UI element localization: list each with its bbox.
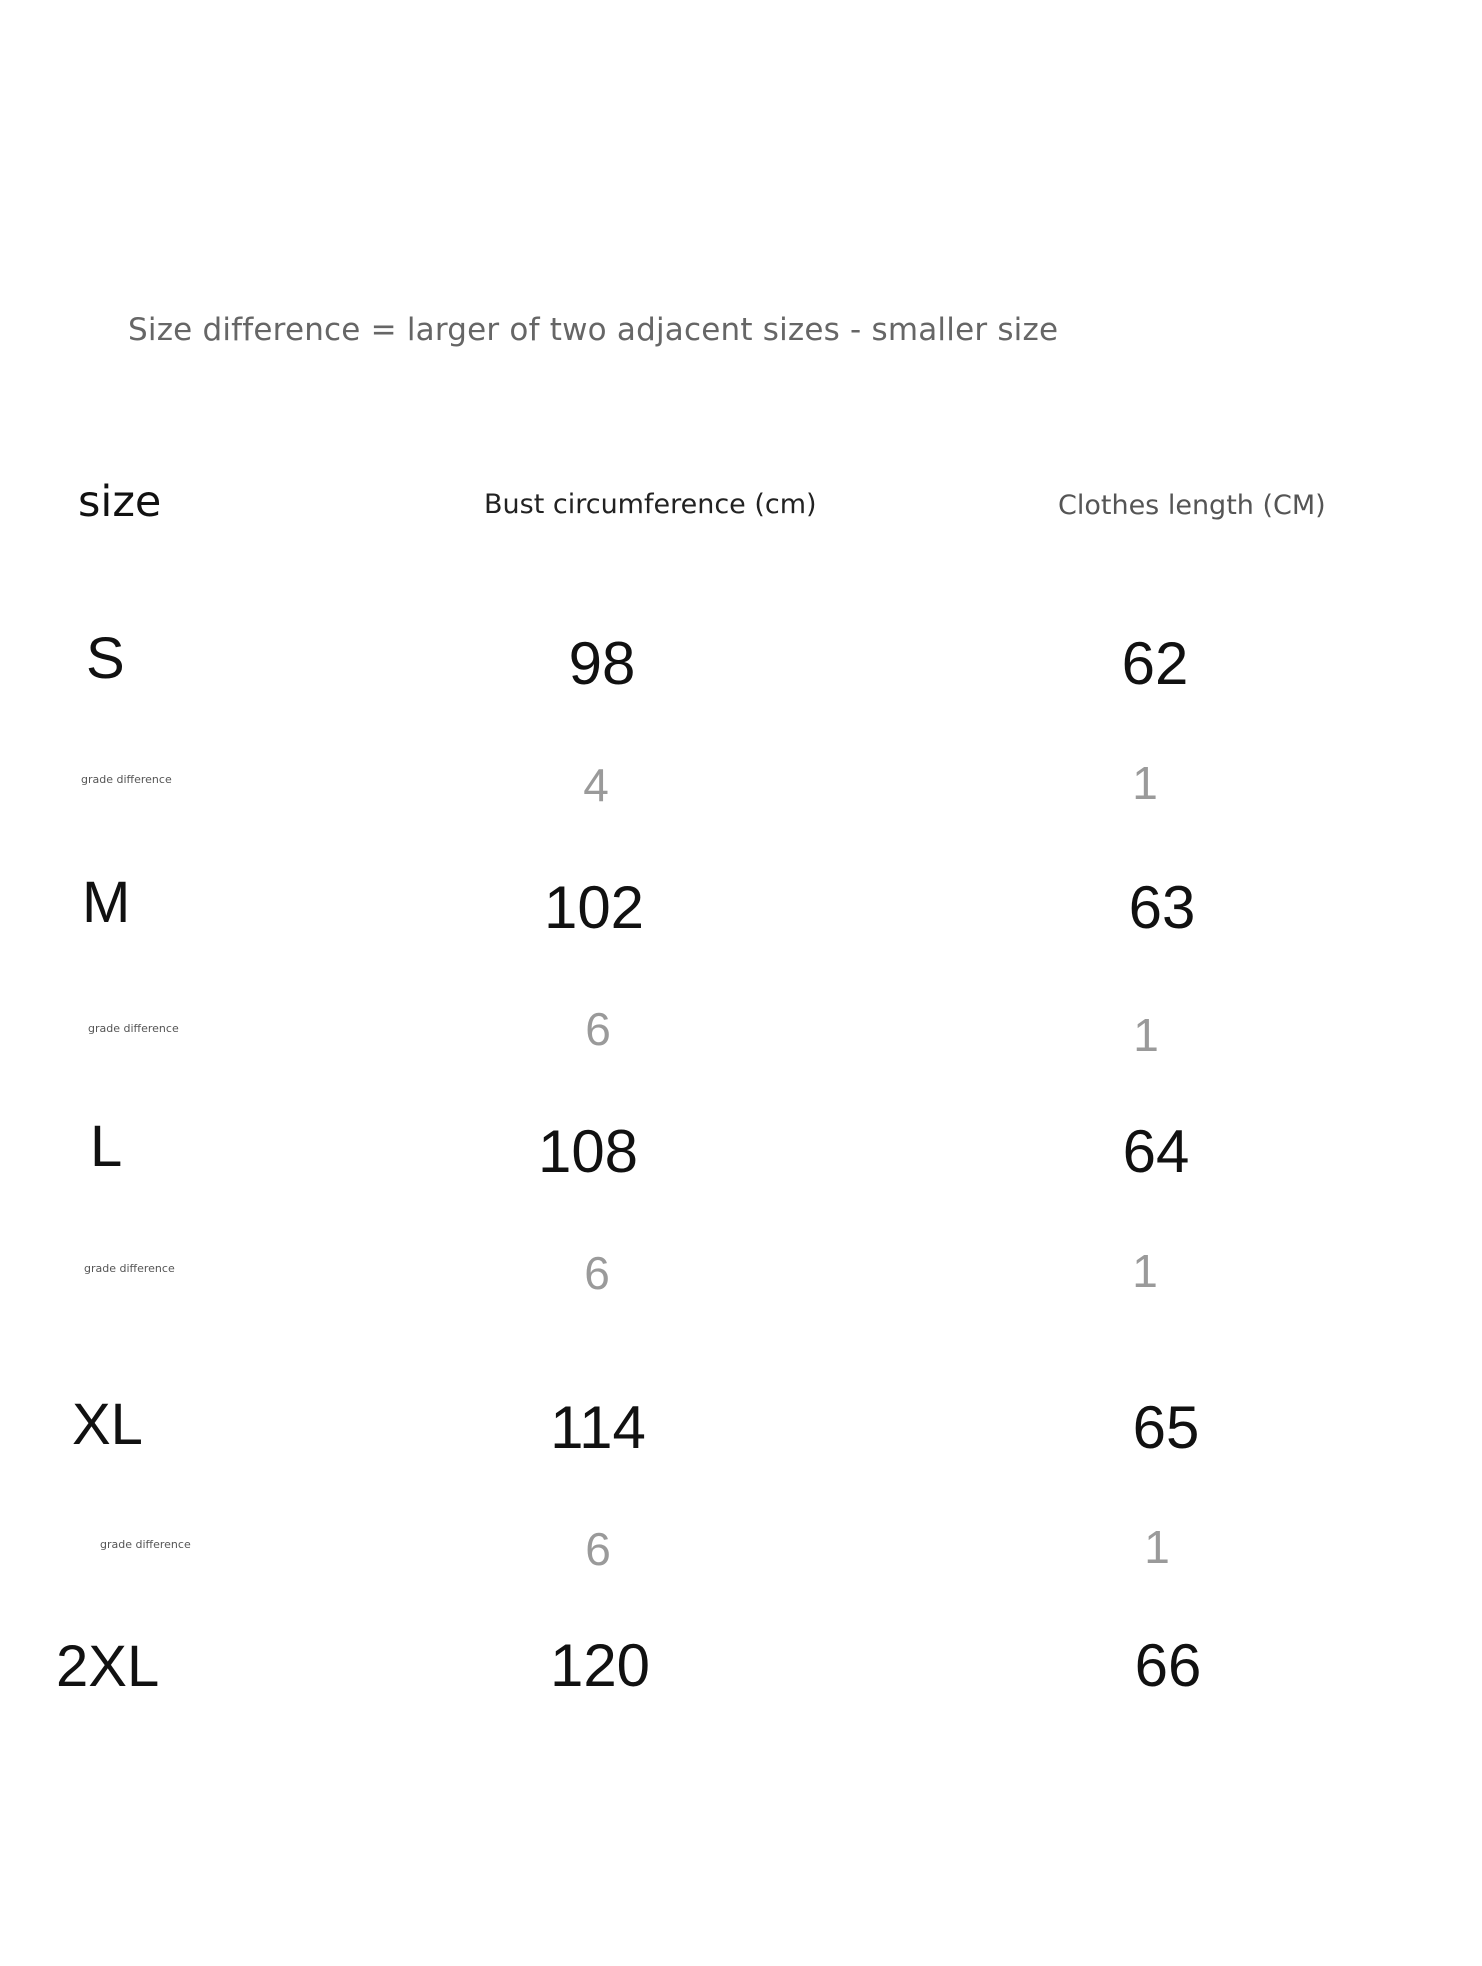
size-label-s: S — [86, 626, 125, 691]
length-value-2xl: 66 — [1134, 1632, 1202, 1699]
length-value-s: 62 — [1121, 630, 1189, 697]
size-difference-note: Size difference = larger of two adjacent sizes - smaller size — [128, 312, 1059, 348]
length-value-xl: 65 — [1132, 1394, 1200, 1461]
grade-length-value: 1 — [1132, 757, 1158, 809]
size-label-xl: XL — [72, 1392, 143, 1457]
grade-difference-label: grade difference — [81, 773, 172, 786]
grade-length-value: 1 — [1133, 1009, 1159, 1061]
grade-difference-label: grade difference — [84, 1262, 175, 1275]
bust-value-xl: 114 — [550, 1394, 646, 1461]
grade-bust-value: 4 — [583, 759, 609, 811]
bust-value-l: 108 — [537, 1118, 639, 1185]
column-header-bust: Bust circumference (cm) — [484, 489, 817, 520]
bust-value-2xl: 120 — [549, 1632, 651, 1699]
bust-value-m: 102 — [543, 874, 645, 941]
grade-bust-value: 6 — [584, 1247, 610, 1299]
length-value-l: 64 — [1122, 1118, 1190, 1185]
size-label-l: L — [90, 1114, 123, 1179]
grade-bust-value: 6 — [585, 1003, 611, 1055]
grade-difference-label: grade difference — [88, 1022, 179, 1035]
column-header-length: Clothes length (CM) — [1058, 490, 1326, 521]
length-value-m: 63 — [1128, 874, 1196, 941]
bust-value-s: 98 — [568, 630, 636, 697]
size-label-m: M — [82, 870, 131, 935]
grade-bust-value: 6 — [585, 1523, 611, 1575]
grade-length-value: 1 — [1132, 1245, 1158, 1297]
grade-difference-label: grade difference — [100, 1538, 191, 1551]
grade-length-value: 1 — [1144, 1521, 1170, 1573]
column-header-size: size — [78, 477, 162, 527]
size-label-2xl: 2XL — [56, 1634, 160, 1699]
